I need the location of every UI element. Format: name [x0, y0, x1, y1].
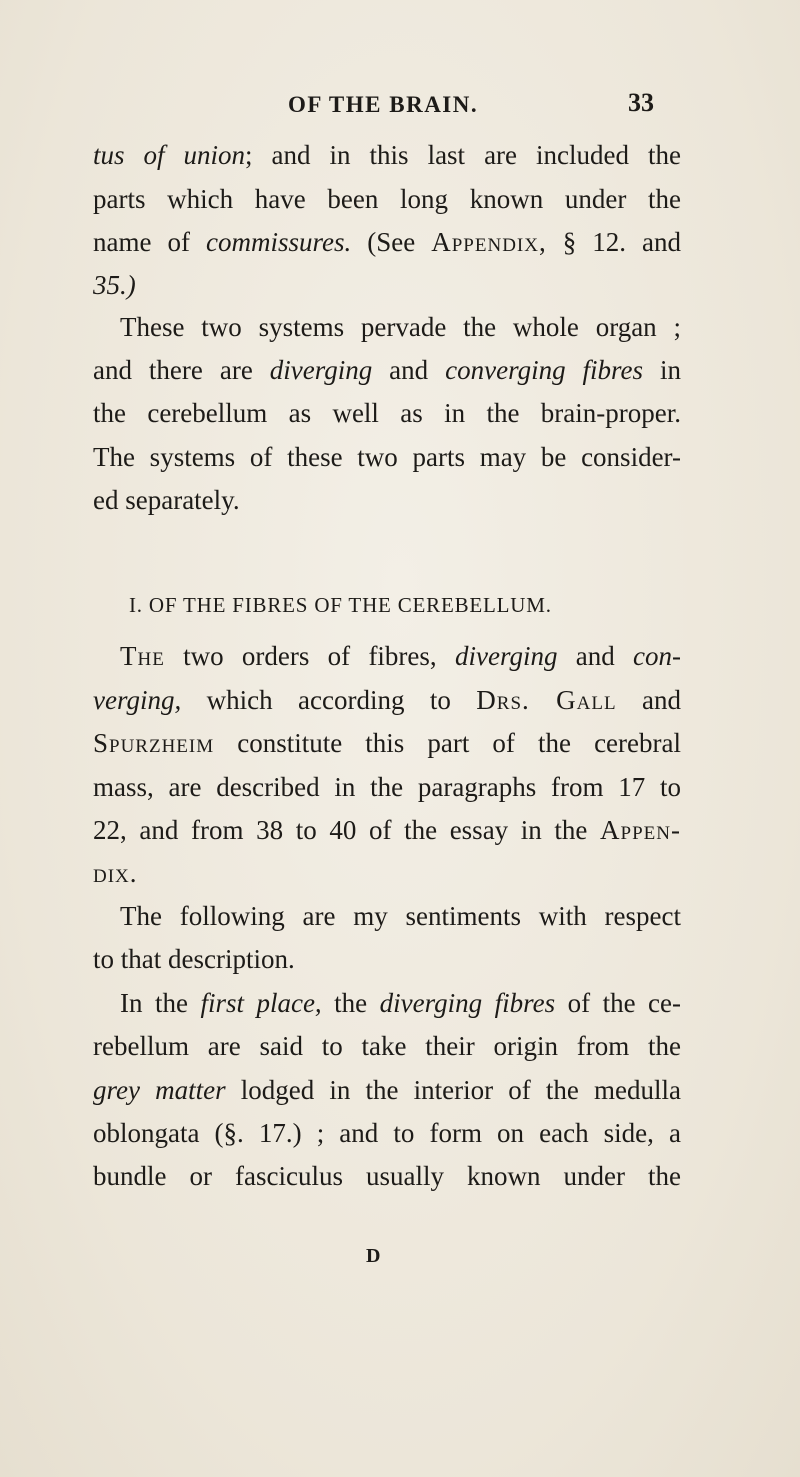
italic-phrase: grey matter [93, 1075, 226, 1105]
text-run: of the ce- [555, 988, 681, 1018]
text-line [120, 643, 681, 670]
text-line: 35.) [93, 270, 136, 300]
text-line [120, 990, 681, 1017]
text-line: The systems of these two parts may be consider- [93, 442, 681, 472]
text-line: The following are my sentiments with respect [120, 901, 681, 931]
text-run: which according to [181, 685, 477, 715]
signature-mark: D [366, 1245, 381, 1267]
text-line: parts which have been long known under the [93, 184, 681, 214]
text-line: These two systems pervade the whole organ ; [120, 312, 681, 342]
text-line: mass, are described in the paragraphs from 17 to [93, 772, 681, 802]
text-run: and [557, 641, 634, 671]
text-line [93, 817, 681, 844]
text-line [93, 142, 681, 169]
small-caps-phrase: The [120, 641, 165, 671]
italic-phrase: tus of union [93, 140, 246, 170]
small-caps-phrase: Appen- [600, 815, 681, 845]
small-caps-phrase: Spurzheim [93, 728, 215, 758]
small-caps-phrase: Drs. Gall [476, 685, 617, 715]
text-run: constitute this part of the cerebral [214, 728, 681, 758]
italic-phrase: converging fibres [445, 355, 644, 385]
text-run: name of [93, 227, 206, 257]
text-line [93, 1077, 681, 1104]
text-run: two orders of fibres, [164, 641, 455, 671]
text-run: and there are [93, 355, 270, 385]
italic-phrase: commissures. [205, 227, 352, 257]
text-run: ; and in this last are included the [245, 140, 681, 170]
italic-phrase: diverging [454, 641, 558, 671]
text-line: dix. [93, 858, 138, 888]
text-line: ed separately. [93, 485, 240, 515]
text-line: to that description. [93, 944, 295, 974]
text-line: bundle or fasciculus usually known under the [93, 1161, 681, 1191]
text-line: rebellum are said to take their origin from the [93, 1031, 681, 1061]
text-line [93, 730, 681, 757]
text-run: and [616, 685, 681, 715]
italic-phrase: con- [633, 641, 681, 671]
text-run: (See [351, 227, 432, 257]
text-run: lodged in the interior of the medulla [225, 1075, 681, 1105]
text-line: oblongata (§. 17.) ; and to form on each side, a [93, 1118, 681, 1148]
section-heading: I. OF THE FIBRES OF THE CEREBELLUM. [129, 593, 552, 617]
small-caps-phrase: Appendix, [431, 227, 547, 257]
text-run: in [643, 355, 681, 385]
italic-phrase: verging, [93, 685, 182, 715]
text-line [93, 229, 681, 256]
italic-phrase: first place, [200, 988, 322, 1018]
text-run: § 12. and [546, 227, 681, 257]
text-line: the cerebellum as well as in the brain-proper. [93, 398, 681, 428]
text-run: 22, and from 38 to 40 of the essay in the [93, 815, 601, 845]
text-line [93, 357, 681, 384]
text-run: the [321, 988, 380, 1018]
italic-phrase: diverging [269, 355, 373, 385]
page-number: 33 [628, 88, 654, 117]
running-head [0, 88, 800, 122]
running-head-title: OF THE BRAIN. [288, 92, 479, 117]
italic-phrase: diverging fibres [379, 988, 556, 1018]
text-run: In the [120, 988, 201, 1018]
text-line [93, 687, 681, 714]
text-run: and [372, 355, 446, 385]
